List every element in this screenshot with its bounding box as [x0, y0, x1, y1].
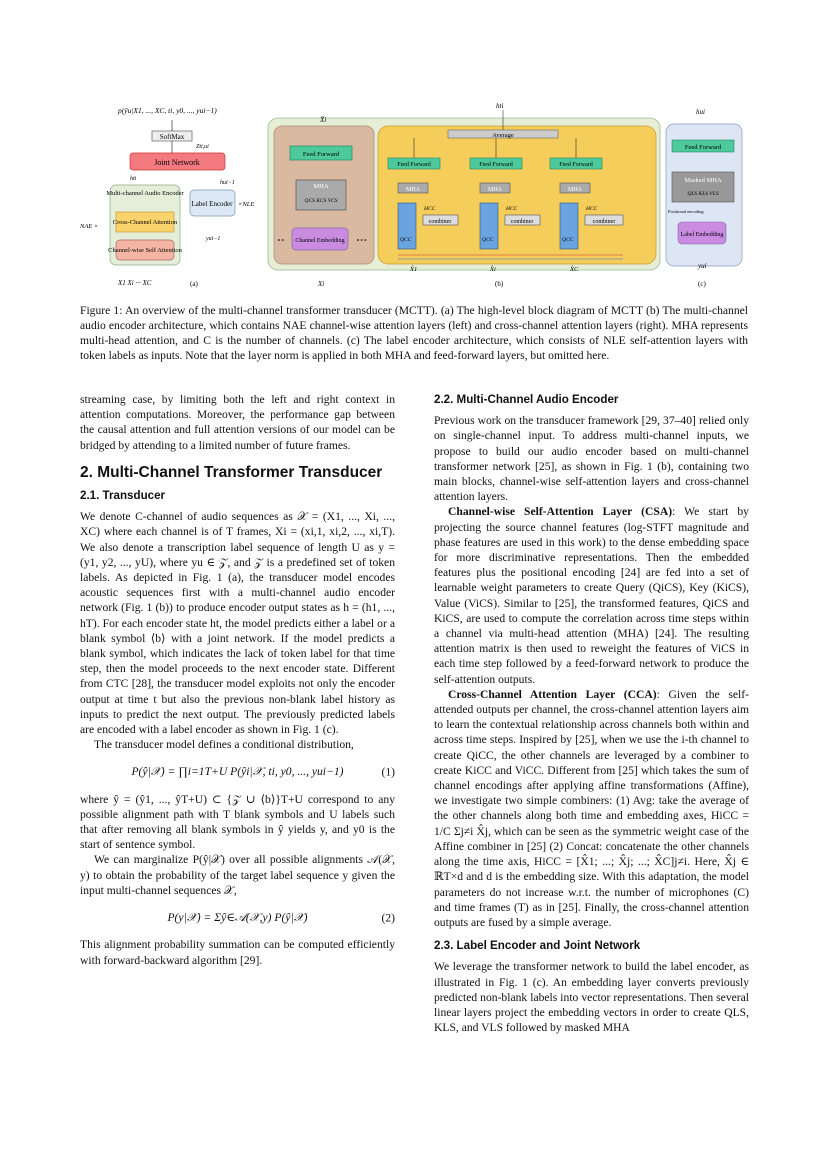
ht-out-label: hti — [496, 102, 504, 110]
equation-2-number: (2) — [381, 911, 395, 925]
subsection-transducer: 2.1. Transducer — [80, 489, 166, 503]
combiner-label-1: combiner — [428, 219, 452, 225]
figure-caption — [80, 303, 748, 363]
hu-out-label: hui — [696, 108, 705, 116]
xhat-i-label: X̂i — [320, 116, 327, 124]
equation-2 — [80, 910, 395, 925]
combiner-label-3: combiner — [592, 219, 616, 225]
label-encoder-label: Label Encoder — [191, 200, 233, 208]
y-input-label: yui−1 — [206, 236, 221, 242]
panel-c-label: (c) — [698, 280, 706, 288]
combiner-label-2: combiner — [510, 219, 534, 225]
qkv-ls-label: QLS KLS VLS — [687, 191, 719, 197]
transducer-para-1: We denote C-channel of audio sequences as 𝒳 = (X1, ..., Xi, ..., XC) where each channel is of T frames, Xi = (xi,1, xi,2, ..., xi,T). We also denote a transcription label sequence of length U as y = (y1, y2, ..., yU), where yu ∈ 𝒵, and 𝒵 is a predefined set of token labels. As depicted in Fig. 1 (a), the transducer model encodes acoustic sequences first with a multi-channel audio encoder network (Fig. 1 (b)) to produce encoder output states as h = (h1, ..., hT). For each encoder state ht, the model predicts either a label or a blank symbol ⟨b⟩ with a joint network. If the model predicts a blank symbol, which indicates the lack of token label for that time step, then the model proceeds to the next encoder state. Different from CTC [28], the transducer model exploits not only the encoder output at time t but also the previous non-blank label history as inputs to predict the next output. The previously predicted labels are encoded with a label encoder as shown in Fig. 1 (c). — [80, 510, 395, 737]
hcc-label-2: HCC — [506, 206, 518, 212]
qcc-label-2: QCC — [482, 237, 494, 243]
nle-label: ×NLE — [238, 201, 255, 208]
cca-title: Cross-Channel Attention Layer (CCA) — [448, 687, 657, 701]
figure-1 — [78, 100, 750, 295]
audio-encoder-title: Multi-channel Audio Encoder — [106, 190, 184, 197]
qcc-label-1: QCC — [400, 237, 412, 243]
subsection-label-encoder: 2.3. Label Encoder and Joint Network — [434, 939, 641, 953]
ff-label-c: Feed Forward — [684, 144, 722, 151]
cross-channel-panel — [378, 126, 656, 264]
panel-a-label: (a) — [190, 280, 198, 288]
section-title: 2. Multi-Channel Transformer Transducer — [80, 463, 383, 481]
cross-channel-label: Cross-Channel Attention — [112, 219, 178, 226]
hcc-label-3: HCC — [586, 206, 598, 212]
dots-right: ∘∘∘ — [356, 238, 368, 244]
channel-embedding-label: Channel Embedding — [295, 238, 345, 244]
hu-label: hui−1 — [220, 180, 235, 186]
average-label: Average — [492, 132, 514, 139]
csa-paragraph — [434, 504, 749, 686]
label-embedding-label: Label Embedding — [680, 232, 724, 238]
ff-label-1: Feed Forward — [397, 162, 431, 168]
yu-label: yui — [698, 262, 707, 270]
mha-label-3: MHA — [567, 187, 583, 193]
mha-label-left: MHA — [313, 183, 329, 190]
xi-hat-label: X̂i — [490, 266, 496, 273]
equation-1-body: P(ŷ|𝒳) = ∏i=1T+U P(ŷi|𝒳, ti, y0, ..., yui−1) — [131, 765, 344, 779]
mha-label-2: MHA — [487, 187, 503, 193]
x-inputs-label: X1 Xi ··· XC — [118, 279, 152, 287]
qcc-label-3: QCC — [562, 237, 574, 243]
ht-label: hti — [130, 176, 137, 182]
fig-a-top-formula: p(ŷu|X1, ..., XC, ti, y0, ..., yui−1) — [118, 106, 217, 115]
panel-b-label: (b) — [495, 280, 504, 288]
caption-text: Figure 1: An overview of the multi-channel transformer transducer (MCTT). (a) The high-level block diagram of MCTT (b) The multi-channel audio encoder architecture, which contains NAE channel-wise attention layers (left) and cross-channel attention layers (right). MHA represents multi-head attention, and C is the number of channels. (c) The label encoder architecture, which consists of NLE self-attention layers with token labels as inputs. Note that the layer norm is applied in both MHA and feed-forward layers, but omitted here. — [80, 304, 748, 362]
cca-paragraph — [434, 687, 749, 930]
transducer-para-5: This alignment probability summation can be computed efficiently with forward-backward algorithm [29]. — [80, 938, 395, 967]
ff-label-left: Feed Forward — [302, 151, 340, 158]
hcc-label-1: HCC — [424, 206, 436, 212]
ff-label-2: Feed Forward — [479, 162, 513, 168]
label-encoder-para: We leverage the transformer network to build the label encoder, as illustrated in Fig. 1 (c). An embedding layer converts previously predicted non-blank labels into vector representations. Then several linear layers project the embedding vectors in order to create QLS, KLS, and VLS followed by masked MHA — [434, 960, 749, 1035]
subsection-audio-encoder: 2.2. Multi-Channel Audio Encoder — [434, 393, 619, 406]
xc-label: X̂C — [570, 266, 579, 273]
right-column — [434, 392, 749, 1035]
qkv-cs-label: QCS KCS VCS — [304, 198, 338, 204]
transducer-para-2: The transducer model defines a conditional distribution, — [94, 738, 354, 752]
equation-1-number: (1) — [381, 765, 395, 779]
ff-label-3: Feed Forward — [559, 162, 593, 168]
mha-label-1: MHA — [405, 187, 421, 193]
dots-left: ∘∘ — [277, 238, 285, 244]
masked-mha-label: Masked MHA — [684, 177, 722, 184]
channel-wise-label: Channel-wise Self Attention — [108, 247, 182, 254]
z-label: Zti,ui — [196, 144, 209, 150]
positional-label: Positional encoding — [668, 209, 704, 214]
equation-2-body: P(y|𝒳) = Σŷ∈𝒜(𝒳,y) P(ŷ|𝒳) — [167, 911, 308, 925]
csa-text: : We start by projecting the source channel features (log-STFT magnitude and phase features are used in this work) to the dense embedding space for more discriminative representations. Then the embedded features plus the positional encoding [24] are fed into a set of learnable weight parameters to create Query (QiCS), Key (KiCS), Value (ViCS). Similar to [25], the transformed features, QiCS and KiCS, are used to compute the correlation across time steps within a channel via multi-head attention (MHA) [24]. The resulting attention matrix is then used to reweight the features of ViCS in each time step followed by a feed-forward network to produce the self-attention outputs. — [434, 505, 749, 686]
csa-title: Channel-wise Self-Attention Layer (CSA) — [448, 505, 673, 519]
cca-text: : Given the self-attended outputs per channel, the cross-channel attention layers aim to learn the contextual relationship across channels both within and across time steps. Inspired by [25], when we use the i-th channel to create QiCC, the other channels are leveraged by a combiner to create KiCC and ViCC. Different from [25] which takes the sum of channel encodings after applying affine transformations (Affine), we investigate two simple combiners: (1) Avg: take the average of the other channels along both time and embedding axes, HiCC = 1/C Σj≠i X̂j, which can be seen as the symmetric weight case of the Affine combiner in [25] (2) Concat: concatenate the other channels along the time axis, HiCC = [X̂1; ...; X̂j; ...; X̂C]j≠i. Here, X̂j ∈ ℝT×d and d is the embedding size. With this adaptation, the model parameters do not increase w.r.t. the number of microphones (C) and time frames (T) as in [25]. Finally, the cross-channel attention outputs are fused by a simple average. — [434, 687, 749, 929]
softmax-label: SoftMax — [159, 133, 185, 141]
transducer-para-3: where ŷ = (ŷ1, ..., ŷT+U) ⊂ {𝒵 ∪ ⟨b⟩}T+U correspond to any possible alignment path with T blank symbols and U labels such that after removing all blank symbols in ŷ yields y, and y0 is the start of sentence symbol. — [80, 792, 395, 852]
xi-label: Xi — [318, 280, 325, 288]
x1-label: X̂1 — [410, 266, 418, 273]
transducer-para-4: We can marginalize P(ŷ|𝒳) over all possible alignments 𝒜(𝒳, y) to obtain the probability of the target label sequence y given the input multi-channel sequences 𝒳, — [80, 853, 395, 897]
figure-diagram — [78, 100, 750, 295]
joint-network-label: Joint Network — [154, 158, 200, 167]
nae-label: NAE × — [80, 223, 99, 230]
left-column — [80, 392, 395, 968]
audio-encoder-para: Previous work on the transducer framework [29, 37–40] relied only on single-channel input. To address multi-channel inputs, we propose to build our audio encoder based on multi-channel transformer network [25], as shown in Fig. 1 (b), containing two main blocks, channel-wise self-attention layers and cross-channel attention layers. — [434, 414, 749, 504]
intro-paragraph: streaming case, by limiting both the left and right context in attention computations. Moreover, the performance gap between the causal attention and full attention versions of our model can be bridged by attending to a limited number of future frames. — [80, 393, 395, 452]
equation-1 — [80, 764, 395, 779]
